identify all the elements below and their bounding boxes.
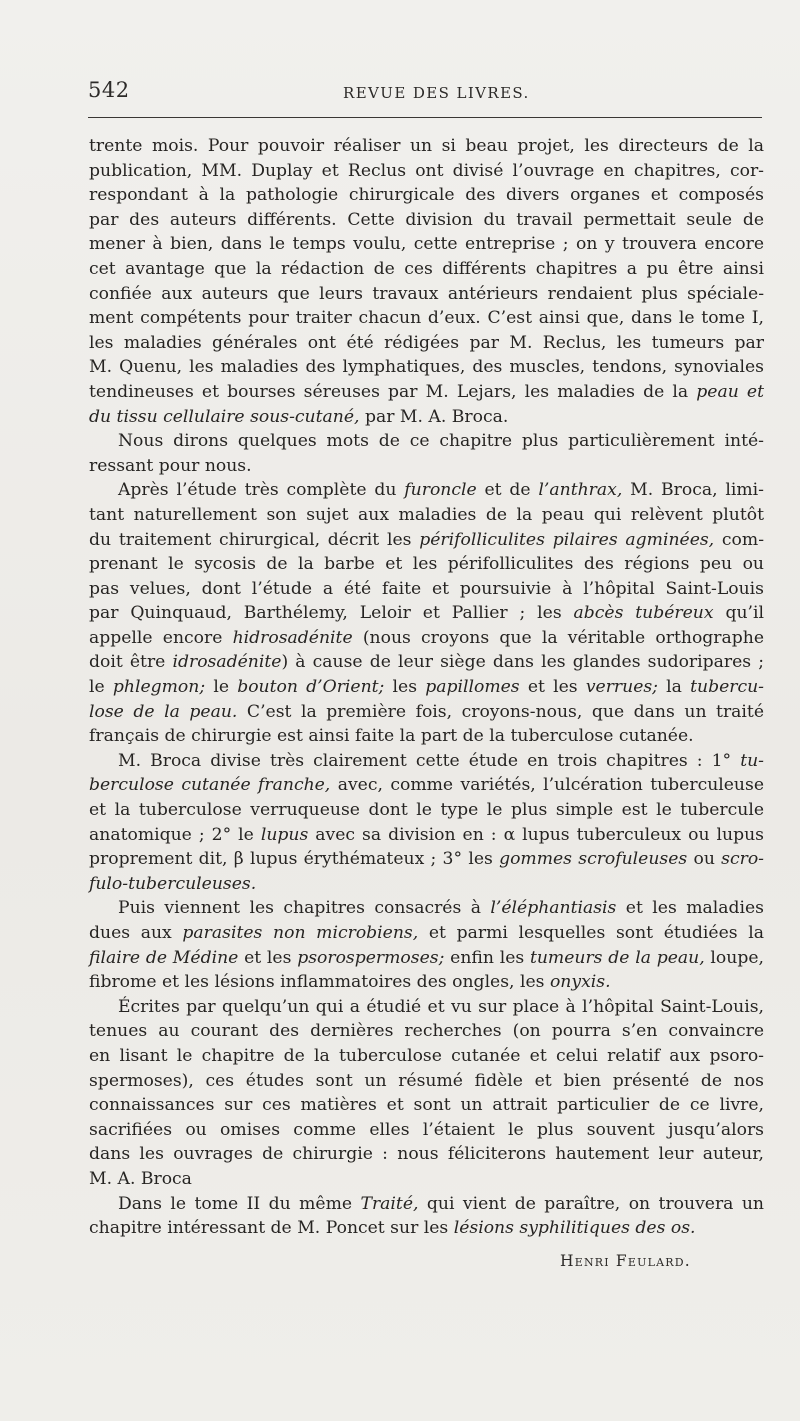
text-span: anatomique ; 2° le xyxy=(89,824,261,845)
italic-span: abcès tubéreux xyxy=(573,603,714,624)
italic-span: idrosadénite xyxy=(172,652,282,673)
text-span: loupe, xyxy=(704,947,764,968)
text-span: C’est la première fois, croyons-nous, que dans un traité xyxy=(237,701,765,722)
running-head xyxy=(88,78,763,108)
page-number: 542 xyxy=(88,78,130,102)
text-line xyxy=(89,1142,764,1167)
text-span: confiée aux auteurs que leurs travaux antérieurs rendaient plus spéciale- xyxy=(89,283,764,304)
text-line xyxy=(89,601,764,626)
italic-span: gommes scrofuleuses xyxy=(499,849,688,870)
text-line xyxy=(89,847,764,872)
text-line xyxy=(89,380,764,405)
italic-span: lupus xyxy=(260,824,309,845)
text-span: par Quinquaud, Barthélemy, Leloir et Pallier ; les xyxy=(89,603,574,624)
text-span: (nous croyons que la véritable orthographe xyxy=(352,627,765,648)
text-line xyxy=(89,331,764,356)
italic-span: fulo-tuberculeuses. xyxy=(89,873,257,894)
text-span: avec sa division en : α lupus tuberculeux ou lupus xyxy=(308,824,764,845)
italic-span: bouton d’Orient; xyxy=(237,677,385,698)
italic-span: lésions syphilitiques des os. xyxy=(453,1218,696,1239)
running-title: REVUE DES LIVRES. xyxy=(343,84,530,102)
body-text xyxy=(89,134,764,1241)
text-line xyxy=(89,552,764,577)
text-line xyxy=(89,405,764,430)
text-span: mener à bien, dans le temps voulu, cette entreprise ; on y trouvera encore xyxy=(89,234,764,255)
text-span: pas velues, dont l’étude a été faite et poursuivie à l’hôpital Saint-Louis xyxy=(89,578,764,599)
text-line xyxy=(89,257,764,282)
italic-span: Traité, xyxy=(360,1193,419,1214)
text-line xyxy=(89,749,764,774)
text-line xyxy=(89,1167,764,1192)
text-span: et les maladies xyxy=(616,898,764,919)
text-line xyxy=(89,1216,764,1241)
text-line xyxy=(89,528,764,553)
italic-span: phlegmon; xyxy=(112,677,206,698)
text-line xyxy=(89,1069,764,1094)
text-span: Écrites par quelqu’un qui a étudié et vu sur place à l’hôpital Saint-Louis, xyxy=(118,996,764,1017)
text-span: tendineuses et bourses séreuses par M. Lejars, les maladies de la xyxy=(89,381,697,402)
text-span: et les xyxy=(519,677,586,698)
text-span: dues aux xyxy=(89,923,183,943)
text-line xyxy=(89,183,764,208)
text-line xyxy=(89,1118,764,1143)
text-span: en lisant le chapitre de la tuberculose cutanée et celui relatif aux psoro- xyxy=(89,1045,764,1066)
italic-span: hidrosadénite xyxy=(232,627,353,648)
italic-span: onyxis. xyxy=(549,972,611,993)
text-line xyxy=(89,626,764,651)
italic-span: périfolliculites pilaires agminées, xyxy=(419,529,715,550)
text-span: et de xyxy=(476,480,539,501)
italic-span: papillomes xyxy=(425,677,520,698)
text-span: le xyxy=(205,677,238,698)
text-line xyxy=(89,577,764,602)
text-line xyxy=(89,134,764,159)
text-span: M. Quenu, les maladies des lymphatiques, des muscles, tendons, synoviales xyxy=(89,357,764,378)
text-line xyxy=(89,896,764,921)
italic-span: parasites non microbiens, xyxy=(182,923,419,943)
text-line xyxy=(89,232,764,257)
text-span: prenant le sycosis de la barbe et les périfolliculites des régions peu ou xyxy=(89,554,764,575)
italic-span: filaire de Médine xyxy=(89,947,239,968)
text-span: la xyxy=(657,677,691,698)
text-line xyxy=(89,1019,764,1044)
text-line xyxy=(89,1044,764,1069)
text-span: et la tuberculose verruqueuse dont le type le plus simple est le tubercule xyxy=(89,800,764,821)
text-span: tenues au courant des dernières recherches (on pourra s’en convaincre xyxy=(89,1021,764,1042)
italic-span: l’anthrax, xyxy=(538,480,623,501)
italic-span: scro- xyxy=(721,849,764,870)
text-span: Après l’étude très complète du xyxy=(118,480,405,501)
italic-span: peau et xyxy=(696,381,764,402)
text-span: le xyxy=(89,677,113,698)
text-line xyxy=(89,306,764,331)
text-span: ) à cause de leur siège dans les glandes sudoripares ; xyxy=(281,652,765,673)
text-span: appelle encore xyxy=(89,627,233,648)
text-line xyxy=(89,823,764,848)
text-line xyxy=(89,773,764,798)
text-line xyxy=(89,478,764,503)
text-line xyxy=(89,872,764,897)
text-span: tant naturellement son sujet aux maladies de la peau qui relèvent plutôt xyxy=(89,504,764,525)
italic-span: berculose cutanée franche, xyxy=(89,775,331,796)
text-line xyxy=(89,429,764,454)
text-span: Puis viennent les chapitres consacrés à xyxy=(118,898,491,919)
header-rule xyxy=(88,117,762,118)
text-line xyxy=(89,454,764,479)
text-line xyxy=(89,724,764,749)
text-span: qui vient de paraître, on trouvera un xyxy=(418,1193,764,1214)
author-signature: Henri Feulard. xyxy=(560,1252,691,1270)
text-span: trente mois. Pour pouvoir réaliser un si beau projet, les directeurs de la xyxy=(89,136,764,156)
text-span: proprement dit, β lupus érythémateux ; 3° les xyxy=(89,849,500,870)
text-line xyxy=(89,921,764,946)
text-span: com- xyxy=(714,529,765,550)
text-span: les xyxy=(384,677,426,698)
text-span: spermoses), ces études sont un résumé fidèle et bien présenté de nos xyxy=(89,1070,764,1091)
text-span: M. Broca divise très clairement cette étude en trois chapitres : 1° xyxy=(118,750,741,771)
text-span: avec, comme variétés, l’ulcération tuberculeuse xyxy=(330,775,764,796)
text-line xyxy=(89,355,764,380)
italic-span: verrues; xyxy=(585,677,658,698)
text-span: ment compétents pour traiter chacun d’eux. C’est ainsi que, dans le tome I, xyxy=(89,308,764,329)
text-line xyxy=(89,503,764,528)
text-span: français de chirurgie est ainsi faite la part de la tuberculose cutanée. xyxy=(89,726,694,747)
text-span: cet avantage que la rédaction de ces différents chapitres a pu être ainsi xyxy=(89,258,764,279)
text-line xyxy=(89,208,764,233)
text-span: doit être xyxy=(89,652,173,673)
text-line xyxy=(89,159,764,184)
text-span: par M. A. Broca. xyxy=(359,406,509,427)
text-line xyxy=(89,798,764,823)
text-span: sacrifiées ou omises comme elles l’étaient le plus souvent jusqu’alors xyxy=(89,1119,764,1140)
text-span: ou xyxy=(687,849,722,870)
text-line xyxy=(89,700,764,725)
text-span: M. A. Broca xyxy=(89,1168,192,1189)
italic-span: psorospermoses; xyxy=(297,947,445,968)
italic-span: tubercu- xyxy=(690,677,764,698)
text-line xyxy=(89,650,764,675)
text-line xyxy=(89,1093,764,1118)
italic-span: lose de la peau. xyxy=(89,701,238,722)
text-span: respondant à la pathologie chirurgicale des divers organes et composés xyxy=(89,185,764,206)
text-span: du traitement chirurgical, décrit les xyxy=(89,529,420,550)
text-span: dans les ouvrages de chirurgie : nous féliciterons hautement leur auteur, xyxy=(89,1144,764,1165)
text-span: et parmi lesquelles sont étudiées la xyxy=(418,923,764,943)
italic-span: l’éléphantiasis xyxy=(490,898,617,919)
text-span: qu’il xyxy=(713,603,764,624)
text-span: par des auteurs différents. Cette division du travail permettait seule de xyxy=(89,209,764,230)
text-line xyxy=(89,995,764,1020)
text-span: M. Broca, limi- xyxy=(622,480,764,501)
text-span: Nous dirons quelques mots de ce chapitre plus particulièrement inté- xyxy=(118,431,764,452)
text-span: et les xyxy=(238,947,298,968)
text-line xyxy=(89,946,764,971)
text-line xyxy=(89,282,764,307)
text-span: les maladies générales ont été rédigées par M. Reclus, les tumeurs par xyxy=(89,332,764,353)
text-span: publication, MM. Duplay et Reclus ont divisé l’ouvrage en chapitres, cor- xyxy=(89,160,764,181)
text-span: enfin les xyxy=(444,947,530,968)
text-span: connaissances sur ces matières et sont un attrait particulier de ce livre, xyxy=(89,1095,764,1116)
text-line xyxy=(89,1192,764,1217)
italic-span: tumeurs de la peau, xyxy=(529,947,705,968)
text-line xyxy=(89,675,764,700)
text-span: Dans le tome II du même xyxy=(118,1193,361,1214)
italic-span: tu- xyxy=(740,750,764,771)
text-span: chapitre intéressant de M. Poncet sur les xyxy=(89,1218,454,1239)
italic-span: furoncle xyxy=(404,480,477,501)
text-span: fibrome et les lésions inflammatoires des ongles, les xyxy=(89,972,550,993)
italic-span: du tissu cellulaire sous-cutané, xyxy=(89,406,360,427)
text-span: ressant pour nous. xyxy=(89,455,252,476)
text-line xyxy=(89,970,764,995)
